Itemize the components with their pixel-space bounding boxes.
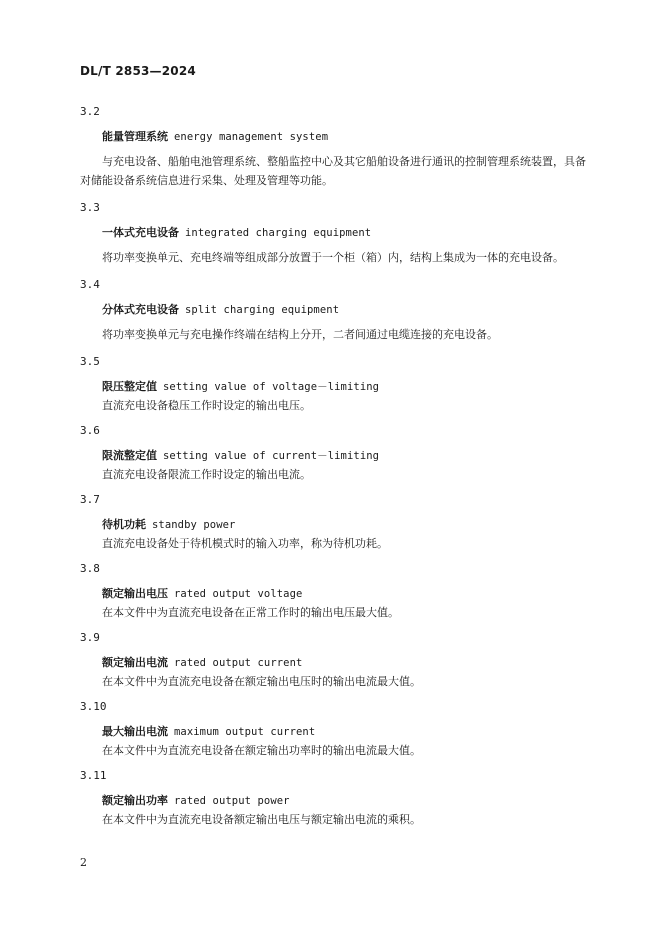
term-definition: 在本文件中为直流充电设备在额定输出功率时的输出电流最大值。: [102, 744, 421, 757]
term-entry-3-3: [80, 200, 592, 267]
term-heading: [102, 447, 592, 465]
term-entry-3-8: [80, 561, 592, 622]
term-chinese: 限压整定值: [102, 380, 157, 393]
term-entry-3-9: [80, 630, 592, 691]
term-entry-3-2: [80, 104, 592, 190]
terms-section: [80, 104, 592, 837]
term-entry-3-5: [80, 354, 592, 415]
term-english: split charging equipment: [185, 304, 340, 316]
term-heading: [102, 224, 592, 242]
term-heading: [102, 654, 592, 672]
term-english: maximum output current: [174, 726, 316, 738]
entry-number: 3.4: [80, 278, 100, 291]
entry-number: 3.5: [80, 355, 100, 368]
term-definition: 直流充电设备稳压工作时设定的输出电压。: [102, 399, 311, 412]
term-entry-3-7: [80, 492, 592, 553]
term-definition: 在本文件中为直流充电设备额定输出电压与额定输出电流的乘积。: [102, 813, 421, 826]
term-heading: [102, 128, 592, 146]
term-heading: [102, 516, 592, 534]
term-heading: [102, 792, 592, 810]
term-english: standby power: [152, 519, 236, 531]
term-english: rated output power: [174, 795, 290, 807]
term-definition: 直流充电设备限流工作时设定的输出电流。: [102, 468, 311, 481]
entry-number: 3.7: [80, 493, 100, 506]
term-chinese: 额定输出电流: [102, 656, 168, 669]
page-number: 2: [80, 856, 87, 869]
term-english: setting value of current－limiting: [163, 450, 380, 462]
entry-number: 3.9: [80, 631, 100, 644]
term-chinese: 一体式充电设备: [102, 226, 179, 239]
term-chinese: 待机功耗: [102, 518, 146, 531]
term-chinese: 额定输出功率: [102, 794, 168, 807]
term-chinese: 最大输出电流: [102, 725, 168, 738]
term-chinese: 分体式充电设备: [102, 303, 179, 316]
term-english: setting value of voltage－limiting: [163, 381, 380, 393]
entry-number: 3.3: [80, 201, 100, 214]
term-definition: 将功率变换单元与充电操作终端在结构上分开，二者间通过电缆连接的充电设备。: [102, 328, 498, 341]
entry-number: 3.6: [80, 424, 100, 437]
term-english: energy management system: [174, 131, 329, 143]
term-entry-3-11: [80, 768, 592, 829]
entry-number: 3.8: [80, 562, 100, 575]
entry-number: 3.2: [80, 105, 100, 118]
term-definition: 直流充电设备处于待机模式时的输入功率，称为待机功耗。: [102, 537, 388, 550]
term-entry-3-6: [80, 423, 592, 484]
term-definition: 与充电设备、船舶电池管理系统、整船监控中心及其它船舶设备进行通讯的控制管理系统装置，具备对储能设备系统信息进行采集、处理及管理等功能。: [80, 155, 586, 187]
entry-number: 3.11: [80, 769, 107, 782]
term-chinese: 限流整定值: [102, 449, 157, 462]
term-english: rated output voltage: [174, 588, 303, 600]
term-definition: 在本文件中为直流充电设备在额定输出电压时的输出电流最大值。: [102, 675, 421, 688]
entry-number: 3.10: [80, 700, 107, 713]
term-heading: [102, 378, 592, 396]
term-heading: [102, 585, 592, 603]
term-heading: [102, 723, 592, 741]
term-english: rated output current: [174, 657, 303, 669]
document-header-id: DL/T 2853—2024: [80, 64, 196, 78]
term-entry-3-10: [80, 699, 592, 760]
term-chinese: 能量管理系统: [102, 130, 168, 143]
term-definition: 在本文件中为直流充电设备在正常工作时的输出电压最大值。: [102, 606, 399, 619]
term-chinese: 额定输出电压: [102, 587, 168, 600]
term-english: integrated charging equipment: [185, 227, 372, 239]
term-entry-3-4: [80, 277, 592, 344]
term-definition: 将功率变换单元、充电终端等组成部分放置于一个柜（箱）内，结构上集成为一体的充电设备。: [102, 251, 564, 264]
term-heading: [102, 301, 592, 319]
